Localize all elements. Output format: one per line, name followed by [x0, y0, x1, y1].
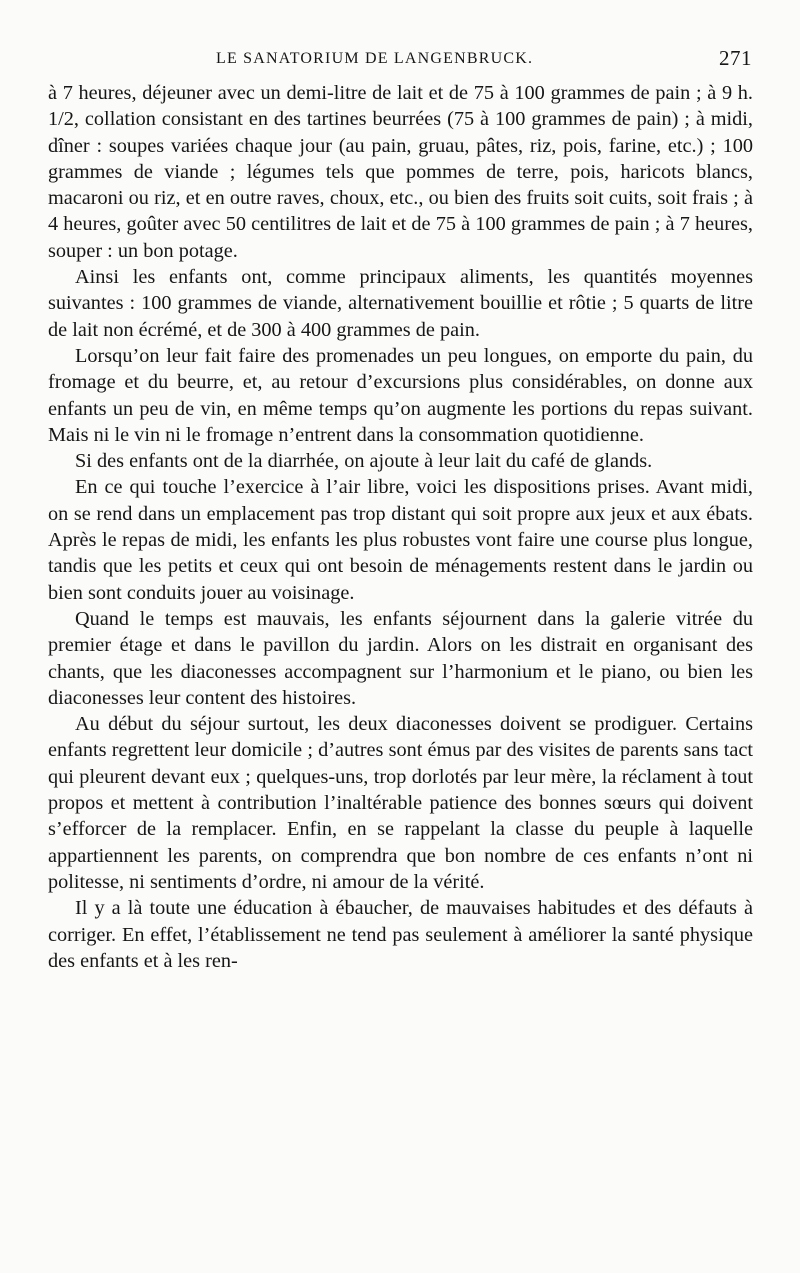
running-head	[48, 44, 756, 74]
paragraph-bad-weather: Quand le temps est mauvais, les enfants séjournent dans la galerie vitrée du premier étage et dans le pavillon du jardin. Alors on les distrait en organisant des chants, que les diaconesses accompagnent sur l’harmonium et le piano, ou bien les diaconesses leur content des histoires.	[48, 607, 753, 709]
paragraph-meal-schedule: à 7 heures, déjeuner avec un demi-litre de lait et de 75 à 100 grammes de pain ; à 9 h. 1/2, collation consistant en des tartines beurrées (75 à 100 grammes de pain) ; à midi, dîner : soupes variées chaque jour (au pain, gruau, pâtes, riz, pois, farine, etc.) ; 100 grammes de viande ; légumes tels que pommes de terre, pois, haricots blancs, macaroni ou riz, et en outre raves, choux, etc., ou bien des fruits soit cuits, soit frais ; à 4 heures, goûter avec 50 centilitres de lait et de 75 à 100 grammes de pain ; à 7 heures, souper : un bon potage.	[48, 82, 753, 262]
paragraph-outdoor-exercise: En ce qui touche l’exercice à l’air libre, voici les dispositions prises. Avant midi, on se rend dans un emplacement pas trop distant qui soit propre aux jeux et aux ébats. Après le repas de midi, les enfants les plus robustes vont faire une course plus longue, tandis que les petits et ceux qui ont besoin de ménagements restent dans le jardin ou bien sont conduits jouer au voisinage.	[48, 476, 753, 604]
paragraph-deaconesses: Au début du séjour surtout, les deux diaconesses doivent se prodiguer. Certains enfants regrettent leur domicile ; d’autres sont émus par des visites de parents sans tact qui pleurent devant eux ; quelques-uns, trop dorlotés par leur mère, la réclament à tout propos et mettent à contribution l’inaltérable patience des bonnes sœurs qui doivent s’efforcer de la remplacer. Enfin, en se rappelant la classe du peuple à laquelle appartiennent les parents, on comprendra que bon nombre de ces enfants n’ont ni politesse, ni sentiments d’ordre, ni amour de la vérité.	[48, 713, 753, 893]
body-text	[48, 80, 753, 974]
paragraph-diarrhea: Si des enfants ont de la diarrhée, on ajoute à leur lait du café de glands.	[75, 450, 653, 473]
paragraph-walks: Lorsqu’on leur fait faire des promenades un peu longues, on emporte du pain, du fromage et du beurre, et, au retour d’excursions plus considérables, on donne aux enfants un peu de vin, en même temps qu’on augmente les portions du repas suivant. Mais ni le vin ni le fromage n’entrent dans la consommation quotidienne.	[48, 344, 753, 446]
page-number: 271	[719, 46, 752, 70]
paragraph-education: Il y a là toute une éducation à ébaucher, de mauvaises habitudes et des défauts à corriger. En effet, l’établissement ne tend pas seulement à améliorer la santé physique des enfants et à les ren-	[48, 897, 753, 972]
running-title: LE SANATORIUM DE LANGENBRUCK.	[216, 50, 534, 67]
paragraph-food-quantities: Ainsi les enfants ont, comme principaux aliments, les quantités moyennes suivantes : 100 grammes de viande, alternativement bouillie et rôtie ; 5 quarts de litre de lait non écrémé, et de 300 à 400 grammes de pain.	[48, 266, 753, 341]
